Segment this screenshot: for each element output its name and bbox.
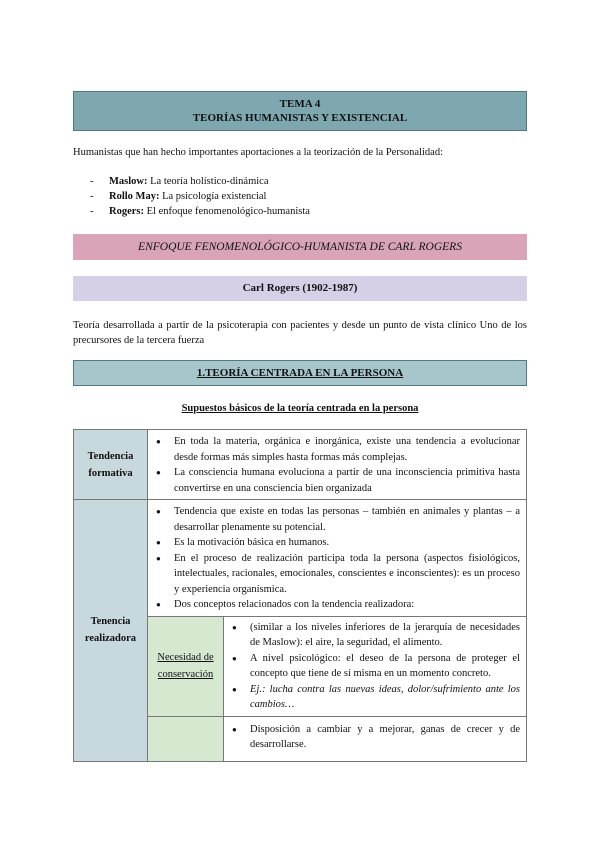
list-item: - Maslow: La teoría holístico-dinámica — [90, 174, 310, 189]
row-content — [148, 430, 527, 500]
table-row — [74, 500, 527, 762]
list-item: ● Disposición a cambiar y a mejorar, ganas de crecer y de desarrollarse. — [230, 722, 520, 753]
list-item: ● En el proceso de realización participa toda la persona (aspectos fisiológicos, intelectuales, racionales, emocionales, conscientes e inconscientes): es un proceso y experiencia organísmica. — [154, 551, 520, 598]
list-item: - Rogers: El enfoque fenomenológico-humanista — [90, 204, 310, 219]
table-row — [74, 430, 527, 500]
topic-title: TEORÍAS HUMANISTAS Y EXISTENCIAL — [192, 112, 408, 124]
topic-number: TEMA 4 — [279, 98, 321, 110]
authors-list — [90, 174, 310, 219]
list-item: ● Ej.: lucha contra las nuevas ideas, dolor/sufrimiento ante los cambios… — [230, 682, 520, 713]
nested-table — [148, 616, 526, 761]
topic-header — [73, 91, 527, 131]
row-label: Tenencia realizadora — [74, 500, 148, 762]
sub-label-empty — [148, 716, 224, 761]
intro-text: Humanistas que han hecho importantes aportaciones a la teorización de la Personalidad: — [73, 147, 443, 158]
table-row — [148, 616, 526, 716]
row-content — [148, 500, 527, 762]
list-item: - Rollo May: La psicología existencial — [90, 189, 310, 204]
sub-content — [224, 716, 527, 761]
person-title: Carl Rogers (1902-1987) — [73, 276, 527, 301]
list-item: ● Dos conceptos relacionados con la tendencia realizadora: — [154, 597, 520, 613]
section-title: ENFOQUE FENOMENOLÓGICO-HUMANISTA DE CARL ROGERS — [73, 234, 527, 260]
list-item: ● En toda la materia, orgánica e inorgánica, existe una tendencia a evolucionar desde formas más simples hasta formas más complejas. — [154, 434, 520, 465]
list-item: ● A nivel psicológico: el deseo de la persona de proteger el concepto que tiene de sí misma en un momento concreto. — [230, 651, 520, 682]
row-label: Tendencia formativa — [74, 430, 148, 500]
list-item: ● Es la motivación básica en humanos. — [154, 535, 520, 551]
list-item: ● La consciencia humana evoluciona a partir de una inconsciencia primitiva hasta convertirse en una consciencia bien organizada — [154, 465, 520, 496]
description-paragraph: Teoría desarrollada a partir de la psicoterapia con pacientes y desde un punto de vista clínico Uno de los precursores de la tercera fuerza — [73, 320, 527, 346]
list-item: ● (similar a los niveles inferiores de la jerarquía de necesidades de Maslow): el aire, la seguridad, el alimento. — [230, 620, 520, 651]
sub-label: Necesidad de conservación — [148, 616, 224, 716]
table-row — [148, 716, 526, 761]
list-item: ● Tendencia que existe en todas las personas – también en animales y plantas – a desarrollar plenamente su potencial. — [154, 504, 520, 535]
assumptions-table — [73, 429, 527, 762]
chapter-title: 1.TEORÍA CENTRADA EN LA PERSONA — [73, 360, 527, 386]
sub-content — [224, 616, 527, 716]
table-subtitle: Supuestos básicos de la teoría centrada en la persona — [181, 403, 419, 414]
